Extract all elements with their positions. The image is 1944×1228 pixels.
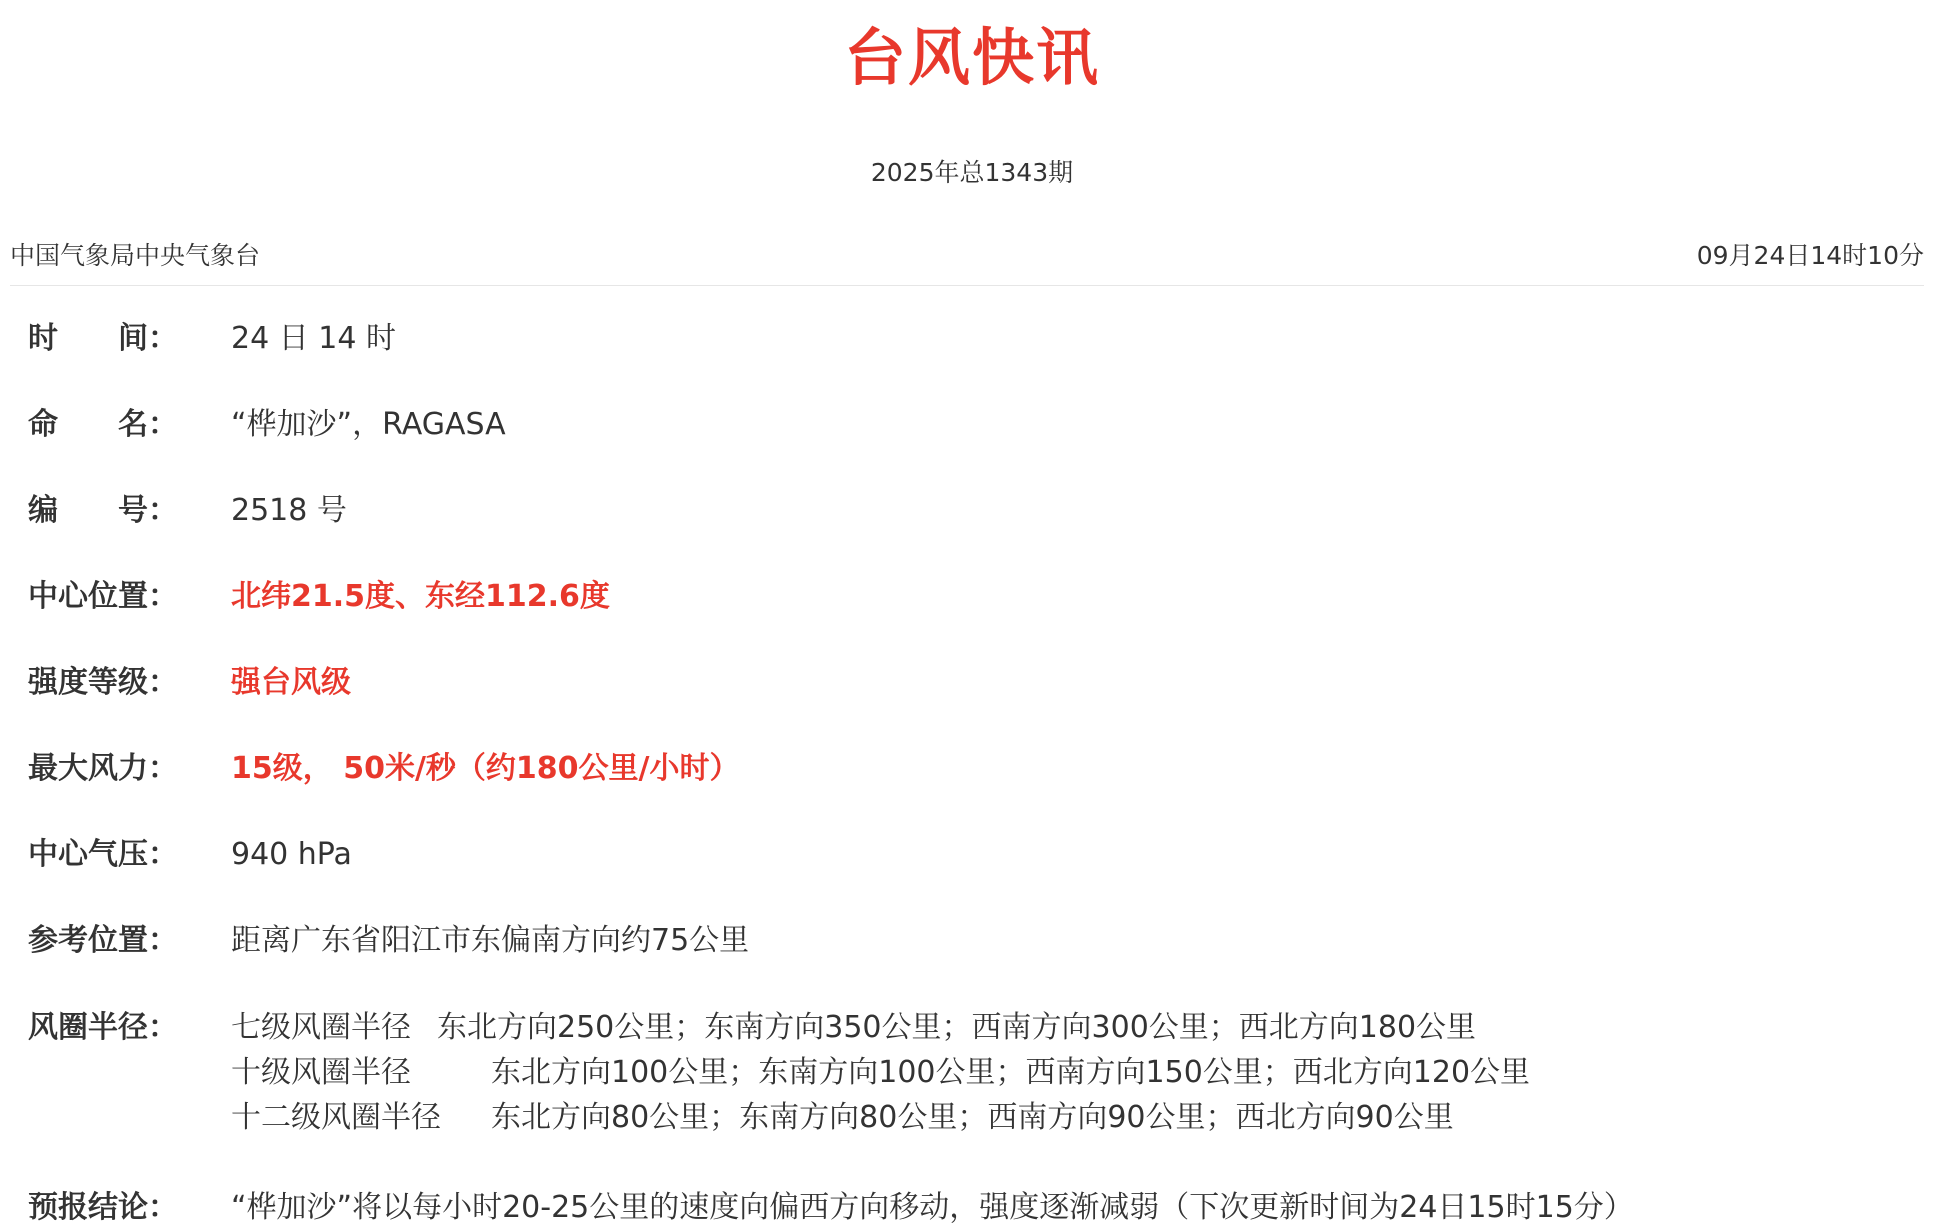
row-name: [28, 405, 506, 445]
label-max-wind: 最大风力：: [28, 751, 178, 786]
label-name: 命 名：: [28, 407, 178, 442]
row-max-wind: [28, 749, 739, 789]
label-wind-radius: 风圈半径：: [28, 1010, 178, 1045]
row-forecast: [28, 1188, 1634, 1228]
value-forecast: “桦加沙”将以每小时20-25公里的速度向偏西方向移动，强度逐渐减弱（下次更新时间为24日15时15分）: [231, 1190, 1634, 1225]
issuer: 中国气象局中央气象台: [10, 241, 261, 270]
row-center-position: [28, 577, 610, 617]
wind-radius-line: [231, 1095, 1530, 1140]
wind-radius-line: [231, 1005, 1530, 1050]
wind-radius-line: [231, 1050, 1530, 1095]
value-max-wind: 15级， 50米/秒（约180公里/小时）: [231, 751, 740, 786]
row-number: [28, 491, 347, 531]
label-reference-position: 参考位置：: [28, 923, 178, 958]
value-time: 24 日 14 时: [231, 321, 396, 356]
label-center-position: 中心位置：: [28, 579, 178, 614]
issue-number: 2025年总1343期: [870, 158, 1074, 187]
label-number: 编 号：: [28, 493, 178, 528]
publish-time: 09月24日14时10分: [1696, 241, 1924, 270]
row-intensity: [28, 663, 351, 703]
value-number: 2518 号: [231, 493, 347, 528]
row-pressure: [28, 835, 352, 875]
label-intensity: 强度等级：: [28, 665, 178, 700]
value-name: “桦加沙”，RAGASA: [231, 407, 506, 442]
row-reference-position: [28, 921, 749, 961]
row-wind-radius: [28, 1005, 1530, 1140]
wind-radius-name: 七级风圈半径: [231, 1010, 411, 1045]
wind-radius-detail: 东北方向80公里；东南方向80公里；西南方向90公里；西北方向90公里: [491, 1100, 1454, 1135]
meta-row: [10, 236, 1924, 272]
value-pressure: 940 hPa: [231, 837, 352, 872]
wind-radius-name: 十二级风圈半径: [231, 1100, 441, 1135]
divider: [10, 285, 1924, 286]
value-reference-position: 距离广东省阳江市东偏南方向约75公里: [231, 923, 750, 958]
label-forecast: 预报结论：: [28, 1190, 178, 1225]
page-title: 台风快讯: [843, 21, 1100, 94]
wind-radius-detail: 东北方向250公里；东南方向350公里；西南方向300公里；西北方向180公里: [437, 1010, 1477, 1045]
wind-radius-detail: 东北方向100公里；东南方向100公里；西南方向150公里；西北方向120公里: [491, 1055, 1531, 1090]
row-time: [28, 319, 396, 359]
label-pressure: 中心气压：: [28, 837, 178, 872]
label-time: 时 间：: [28, 321, 178, 356]
value-intensity: 强台风级: [231, 665, 351, 700]
value-center-position: 北纬21.5度、东经112.6度: [231, 579, 610, 614]
wind-radius-lines: [231, 1005, 1530, 1140]
wind-radius-name: 十级风圈半径: [231, 1055, 411, 1090]
